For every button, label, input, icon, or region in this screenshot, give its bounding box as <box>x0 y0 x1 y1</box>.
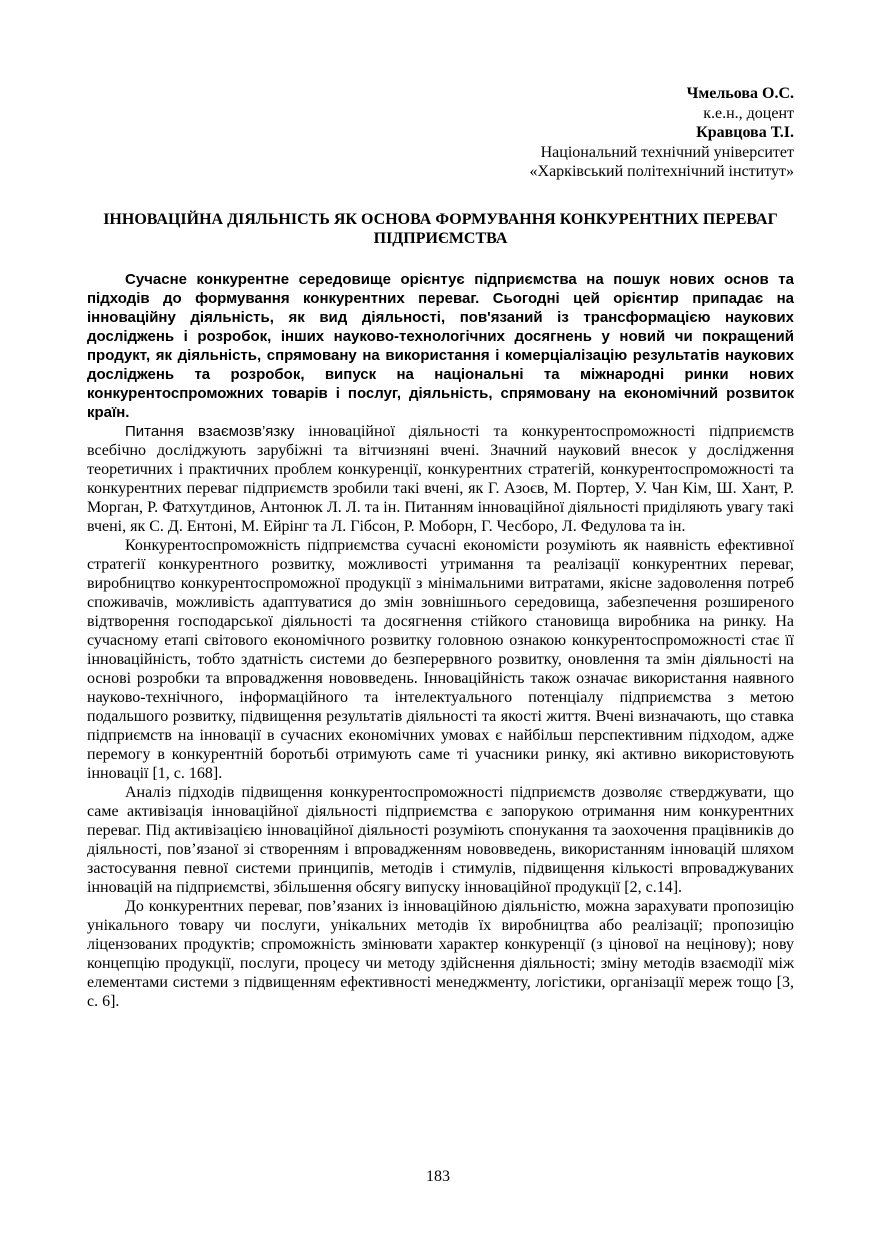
body-paragraph: До конкурентних переваг, пов’язаних із інноваційною діяльністю, можна зарахувати пропозицію унікального товару чи послуги, унікальних методів їх виробництва або реалізації; пропозицію ліцензованих продуктів; спроможність змінювати характер конкуренції (з цінової на нецінову); нову концепцію продукції, послуги, процесу чи методу здійснення діяльності; зміну методів взаємодії між елементами системи з підвищенням ефективності менеджменту, логістики, організації мереж тощо [3, с. 6]. <box>87 897 794 1010</box>
body-paragraph: Конкурентоспроможність підприємства сучасні економісти розуміють як наявність ефективної стратегії конкурентного розвитку, можливості утримання та реалізації конкурентних переваг, виробництво конкурентоспроможної продукції з мінімальними витратами, якісне задоволення потреб споживачів, можливість адаптуватися до змін зовнішнього середовища, забезпечення розширеного відтворення господарської діяльності та досягнення стійкого становища виробника на ринку. На сучасному етапі світового економічного розвитку головною ознакою конкурентоспроможності стає її інноваційність, тобто здатність системи до безперервного розвитку, оновлення та змін діяльності на основі розробки та впровадження нововведень. Інноваційність також означає використання наявного науково-технічного, інформаційного та інтелектуального потенціалу підприємства з метою подальшого розвитку, підвищення результатів діяльності та якості життя. Вчені визначають, що ставка підприємств на інновації в сучасних економічних умовах є найбільш перспективним підходом, адже перемогу в конкурентній боротьбі отримують саме ті учасники ринку, які активно використовують інновації [1, с. 168]. <box>87 536 794 782</box>
affiliation: «Харківський політехнічний інститут» <box>529 163 794 180</box>
body-paragraph: Сучасне конкурентне середовище орієнтує підприємства на пошук нових основ та підходів до формування конкурентних переваг. Сьогодні цей орієнтир припадає на інноваційну діяльність, як вид діяльності, пов'язаний із трансформацією наукових досліджень і розробок, інших науково-технологічних досягнень у новий чи покращений продукт, як діяльність, спрямовану на використання і комерціалізацію результатів наукових досліджень та розробок, випуск на національні та міжнародні ринки нових конкурентоспроможних товарів і послуг, діяльність, спрямовану на економічний розвиток країн. <box>87 270 794 421</box>
paper-title: ІННОВАЦІЙНА ДІЯЛЬНІСТЬ ЯК ОСНОВА ФОРМУВАННЯ КОНКУРЕНТНИХ ПЕРЕВАГ ПІДПРИЄМСТВА <box>103 210 778 247</box>
affiliation: Національний технічний університет <box>540 143 794 161</box>
body-paragraph: Аналіз підходів підвищення конкурентоспроможності підприємств дозволяє стверджувати, що саме активізація інноваційної діяльності підприємства є запорукою отримання ним конкурентних переваг. Під активізацією інноваційної діяльності розуміють спонукання та заохочення працівників до діяльності, пов’язаної зі створенням і впровадженням нововведень, використанням інновацій шляхом застосування певної системи принципів, методів і стимулів, підвищення кількості впроваджуваних інновацій на підприємстві, збільшення обсягу випуску інноваційної продукції [2, с.14]. <box>87 783 794 896</box>
paragraph-text: інноваційної діяльності та конкурентоспроможності підприємств всебічно досліджують зарубіжні та вітчизняні вчені. Значний науковий внесок у дослідження теоретичних і практичних проблем конкуренції, конкурентних стратегій, конкурентоспроможності та конкурентних переваг підприємств зробили такі вчені, як Г. Азоєв, М. Портер, У. Чан Кім, Ш. Хант, Р. Морган, Р. Фатхутдинов, Антонюк Л. Л. та ін. Питанням інноваційної діяльності приділяють увагу такі вчені, як С. Д. Ентоні, М. Ейрінг та Л. Гібсон, Р. Моборн, Г. Чесборо, Л. Федулова та ін. <box>87 422 794 535</box>
author-degree: к.е.н., доцент <box>703 104 794 122</box>
body-paragraph <box>87 422 794 536</box>
paper-body <box>87 270 794 1011</box>
page-number: 183 <box>426 1168 450 1185</box>
author-name: Чмельова О.С. <box>686 85 794 102</box>
author-block <box>87 84 794 182</box>
author-name: Кравцова Т.І. <box>696 124 794 141</box>
emphasized-phrase: Питання взаємозв’язку <box>125 422 295 440</box>
paper-page <box>87 84 794 1011</box>
